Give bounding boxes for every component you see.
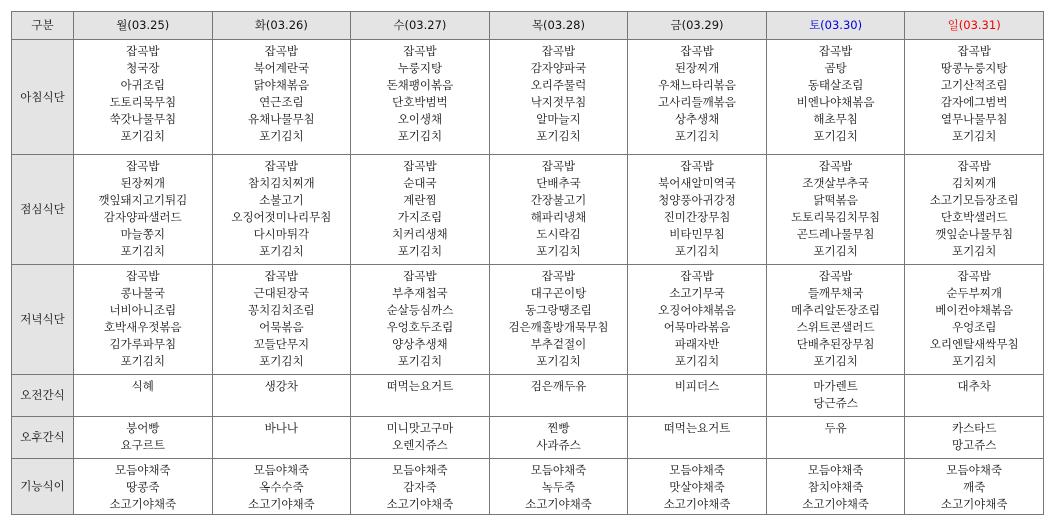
menu-item: 잡곡밥 bbox=[264, 269, 298, 283]
menu-item: 오리주물럭 bbox=[530, 78, 587, 92]
menu-item: 포기김치 bbox=[536, 244, 581, 258]
day-header-sun: 일(03.31) bbox=[905, 12, 1044, 40]
meal-cell-mon bbox=[74, 417, 213, 459]
menu-item: 도시락김 bbox=[536, 227, 581, 241]
menu-item: 포기김치 bbox=[813, 244, 858, 258]
day-header-thu: 목(03.28) bbox=[489, 12, 628, 40]
menu-item: 포기김치 bbox=[951, 244, 997, 258]
menu-item: 포기김치 bbox=[397, 129, 443, 143]
meal-cell-wed bbox=[351, 459, 490, 515]
meal-cell-fri bbox=[628, 459, 767, 515]
meal-cell-sun bbox=[905, 265, 1044, 375]
meal-cell-wed bbox=[351, 417, 490, 459]
menu-item: 감자에그범벅 bbox=[940, 95, 1008, 109]
meal-cell-sat bbox=[766, 417, 905, 459]
menu-item: 비타민무침 bbox=[669, 227, 725, 241]
menu-item: 단배추국 bbox=[536, 176, 581, 190]
menu-item: 모듬야채죽 bbox=[253, 463, 310, 477]
menu-item: 잡곡밥 bbox=[957, 159, 991, 173]
menu-item: 소불고기 bbox=[259, 193, 304, 207]
menu-item: 쑥갓나물무침 bbox=[109, 112, 177, 126]
menu-item: 소고기야채죽 bbox=[802, 497, 869, 511]
menu-item: 검은깨두유 bbox=[530, 379, 587, 393]
meal-cell-fri bbox=[628, 417, 767, 459]
meal-row bbox=[12, 40, 1044, 155]
menu-item: 모듬야채죽 bbox=[115, 463, 171, 477]
category-header: 구분 bbox=[12, 12, 74, 40]
meal-row bbox=[12, 417, 1044, 459]
menu-item: 붕어빵 bbox=[126, 421, 160, 435]
meal-cell-sun bbox=[905, 417, 1044, 459]
menu-item: 고사리들깨볶음 bbox=[658, 95, 736, 109]
menu-item: 포기김치 bbox=[120, 129, 165, 143]
menu-item: 비엔나야채볶음 bbox=[796, 95, 875, 109]
menu-item: 바나나 bbox=[264, 421, 298, 435]
menu-item: 다시마튀각 bbox=[253, 227, 310, 241]
menu-item: 모듬야채죽 bbox=[669, 463, 725, 477]
menu-item: 잡곡밥 bbox=[264, 44, 298, 58]
menu-item: 근대된장국 bbox=[253, 286, 310, 300]
meal-cell-thu bbox=[489, 40, 628, 155]
menu-item: 잡곡밥 bbox=[126, 44, 160, 58]
meal-row-label: 오전간식 bbox=[12, 375, 74, 417]
menu-item: 잡곡밥 bbox=[680, 44, 714, 58]
menu-item: 도토리묵김치무침 bbox=[791, 210, 881, 224]
menu-item: 조갯살부추국 bbox=[802, 176, 869, 190]
menu-item: 모듬야채죽 bbox=[946, 463, 1002, 477]
menu-item: 포기김치 bbox=[259, 354, 304, 368]
menu-item: 포기김치 bbox=[397, 244, 443, 258]
menu-item: 포기김치 bbox=[120, 244, 165, 258]
meal-cell-thu bbox=[489, 375, 628, 417]
menu-item: 포기김치 bbox=[397, 354, 443, 368]
menu-item: 김가루파무침 bbox=[109, 337, 177, 351]
day-header-tue: 화(03.26) bbox=[212, 12, 351, 40]
menu-item: 해파리냉채 bbox=[530, 210, 587, 224]
meal-row bbox=[12, 155, 1044, 265]
menu-item: 열무나물무침 bbox=[940, 112, 1008, 126]
menu-item: 된장찌개 bbox=[674, 61, 720, 75]
menu-item: 감자양파국 bbox=[530, 61, 587, 75]
menu-item: 부추재첩국 bbox=[392, 286, 448, 300]
menu-item: 포기김치 bbox=[536, 354, 581, 368]
menu-item: 잡곡밥 bbox=[957, 44, 991, 58]
menu-item: 깻잎돼지고기튀김 bbox=[98, 193, 188, 207]
menu-item: 옥수수죽 bbox=[259, 480, 304, 494]
menu-item: 미니맛고구마 bbox=[386, 421, 454, 435]
menu-item: 참치야채죽 bbox=[807, 480, 864, 494]
menu-item: 가지조림 bbox=[397, 210, 443, 224]
menu-item: 참치김치찌개 bbox=[248, 176, 315, 190]
menu-item: 호박새우젓볶음 bbox=[103, 320, 182, 334]
day-header-wed: 수(03.27) bbox=[351, 12, 490, 40]
menu-item: 도토리묵무침 bbox=[109, 95, 177, 109]
menu-item: 오리엔탈새싹무침 bbox=[929, 337, 1019, 351]
menu-item: 소고기무국 bbox=[669, 286, 725, 300]
meal-cell-wed bbox=[351, 265, 490, 375]
menu-item: 양상추생채 bbox=[392, 337, 448, 351]
menu-item: 어묵볶음 bbox=[259, 320, 304, 334]
menu-item: 포기김치 bbox=[951, 354, 997, 368]
menu-item: 땅콩죽 bbox=[126, 480, 160, 494]
meal-row-label: 아침식단 bbox=[12, 40, 74, 155]
menu-item: 녹두죽 bbox=[541, 480, 576, 494]
menu-item: 잡곡밥 bbox=[541, 159, 576, 173]
menu-item: 땅콩누룽지탕 bbox=[940, 61, 1008, 75]
menu-item: 포기김치 bbox=[813, 129, 858, 143]
menu-item: 우엉호두조림 bbox=[386, 320, 454, 334]
menu-item: 소고기야채죽 bbox=[525, 497, 592, 511]
meal-row-label: 저녁식단 bbox=[12, 265, 74, 375]
meal-cell-thu bbox=[489, 417, 628, 459]
menu-item: 마늘쫑지 bbox=[120, 227, 165, 241]
meal-cell-tue bbox=[212, 375, 351, 417]
menu-item: 너비아니조림 bbox=[109, 303, 177, 317]
menu-item: 포기김치 bbox=[951, 129, 997, 143]
menu-item: 소고기야채죽 bbox=[248, 497, 315, 511]
menu-item: 비피더스 bbox=[674, 379, 720, 393]
menu-item: 메추리알돈장조림 bbox=[791, 303, 881, 317]
menu-item: 요구르트 bbox=[120, 438, 165, 452]
menu-item: 잡곡밥 bbox=[680, 159, 714, 173]
menu-item: 알마늘지 bbox=[536, 112, 581, 126]
menu-item: 감자양파샐러드 bbox=[103, 210, 182, 224]
menu-item: 생강차 bbox=[264, 379, 298, 393]
menu-item: 돈채팽이볶음 bbox=[386, 78, 454, 92]
menu-item: 깻잎순나물무침 bbox=[935, 227, 1014, 241]
menu-item: 사과쥬스 bbox=[536, 438, 581, 452]
menu-item: 닭떡볶음 bbox=[813, 193, 858, 207]
menu-item: 포기김치 bbox=[259, 129, 304, 143]
menu-item: 두유 bbox=[824, 421, 847, 435]
menu-item: 잡곡밥 bbox=[818, 269, 853, 283]
menu-item: 포기김치 bbox=[674, 129, 720, 143]
menu-item: 찐빵 bbox=[547, 421, 570, 435]
day-header-mon: 월(03.25) bbox=[74, 12, 213, 40]
menu-item: 모듬야채죽 bbox=[530, 463, 587, 477]
menu-item: 포기김치 bbox=[674, 354, 720, 368]
menu-item: 대추차 bbox=[957, 379, 991, 393]
menu-item: 파래자반 bbox=[674, 337, 720, 351]
meal-cell-sun bbox=[905, 459, 1044, 515]
menu-item: 잡곡밥 bbox=[264, 159, 298, 173]
menu-item: 잡곡밥 bbox=[126, 159, 160, 173]
menu-item: 닭야채볶음 bbox=[253, 78, 310, 92]
menu-item: 깨죽 bbox=[963, 480, 986, 494]
meal-table-body bbox=[12, 40, 1044, 515]
meal-cell-mon bbox=[74, 375, 213, 417]
menu-item: 김치찌개 bbox=[951, 176, 997, 190]
menu-item: 청양풍아귀강정 bbox=[658, 193, 736, 207]
menu-item: 모듬야채죽 bbox=[807, 463, 864, 477]
meal-cell-mon bbox=[74, 265, 213, 375]
menu-item: 소고기야채죽 bbox=[386, 497, 454, 511]
menu-item: 잡곡밥 bbox=[403, 269, 437, 283]
menu-item: 오징어젓미나리무침 bbox=[231, 210, 332, 224]
menu-item: 소고기야채죽 bbox=[109, 497, 177, 511]
meal-cell-mon bbox=[74, 459, 213, 515]
menu-item: 카스타드 bbox=[951, 421, 997, 435]
meal-cell-wed bbox=[351, 375, 490, 417]
menu-item: 맛살야채죽 bbox=[669, 480, 725, 494]
menu-item: 곤드레나물무침 bbox=[796, 227, 875, 241]
menu-item: 동그랑땡조림 bbox=[525, 303, 592, 317]
menu-item: 떠먹는요거트 bbox=[386, 379, 454, 393]
meal-cell-sat bbox=[766, 40, 905, 155]
menu-item: 고기산적조림 bbox=[940, 78, 1008, 92]
menu-item: 소고기모듬장조림 bbox=[929, 193, 1019, 207]
menu-item: 곰탕 bbox=[824, 61, 847, 75]
menu-item: 부추겉절이 bbox=[530, 337, 587, 351]
meal-cell-sat bbox=[766, 375, 905, 417]
meal-cell-fri bbox=[628, 375, 767, 417]
menu-item: 포기김치 bbox=[813, 354, 858, 368]
menu-item: 잡곡밥 bbox=[126, 269, 160, 283]
meal-cell-mon bbox=[74, 155, 213, 265]
meal-cell-fri bbox=[628, 265, 767, 375]
meal-cell-sat bbox=[766, 265, 905, 375]
menu-item: 순살등심까스 bbox=[386, 303, 454, 317]
menu-item: 꼬들단무지 bbox=[253, 337, 310, 351]
menu-item: 꽁치김치조림 bbox=[248, 303, 315, 317]
menu-item: 잡곡밥 bbox=[818, 44, 853, 58]
meal-cell-fri bbox=[628, 40, 767, 155]
menu-item: 소고기야채죽 bbox=[940, 497, 1008, 511]
meal-cell-wed bbox=[351, 40, 490, 155]
menu-item: 잡곡밥 bbox=[680, 269, 714, 283]
meal-row-label: 점심식단 bbox=[12, 155, 74, 265]
meal-row bbox=[12, 375, 1044, 417]
menu-item: 망고쥬스 bbox=[951, 438, 997, 452]
menu-item: 순두부찌개 bbox=[946, 286, 1002, 300]
meal-cell-sun bbox=[905, 375, 1044, 417]
menu-item: 잡곡밥 bbox=[818, 159, 853, 173]
menu-item: 해초무침 bbox=[813, 112, 858, 126]
meal-cell-thu bbox=[489, 459, 628, 515]
menu-item: 우엉조림 bbox=[951, 320, 997, 334]
meal-cell-fri bbox=[628, 155, 767, 265]
meal-cell-thu bbox=[489, 265, 628, 375]
menu-item: 유채나물무침 bbox=[248, 112, 315, 126]
menu-item: 포기김치 bbox=[674, 244, 720, 258]
menu-item: 북어새알미역국 bbox=[658, 176, 736, 190]
meal-row-label: 오후간식 bbox=[12, 417, 74, 459]
meal-cell-mon bbox=[74, 40, 213, 155]
meal-cell-tue bbox=[212, 155, 351, 265]
meal-cell-tue bbox=[212, 265, 351, 375]
menu-item: 모듬야채죽 bbox=[392, 463, 448, 477]
menu-item: 청국장 bbox=[126, 61, 160, 75]
header-row bbox=[12, 12, 1044, 40]
menu-item: 베이컨야채볶음 bbox=[935, 303, 1014, 317]
menu-item: 상추생채 bbox=[674, 112, 720, 126]
menu-item: 콩나물국 bbox=[120, 286, 165, 300]
menu-item: 연근조림 bbox=[259, 95, 304, 109]
menu-item: 북어계란국 bbox=[253, 61, 310, 75]
menu-item: 단호박샐러드 bbox=[940, 210, 1008, 224]
meal-cell-tue bbox=[212, 417, 351, 459]
menu-item: 단호박범벅 bbox=[392, 95, 448, 109]
menu-item: 소고기야채죽 bbox=[663, 497, 731, 511]
menu-item: 된장찌개 bbox=[120, 176, 165, 190]
day-header-sat: 토(03.30) bbox=[766, 12, 905, 40]
meal-cell-sun bbox=[905, 40, 1044, 155]
meal-row-label: 기능식이 bbox=[12, 459, 74, 515]
menu-item: 포기김치 bbox=[259, 244, 304, 258]
menu-item: 오렌지쥬스 bbox=[392, 438, 448, 452]
menu-item: 우채느타리볶음 bbox=[658, 78, 736, 92]
menu-item: 마가렌트 bbox=[813, 379, 858, 393]
meal-cell-tue bbox=[212, 40, 351, 155]
menu-item: 포기김치 bbox=[536, 129, 581, 143]
menu-item: 스위트콘샐러드 bbox=[796, 320, 875, 334]
meal-cell-tue bbox=[212, 459, 351, 515]
meal-cell-sun bbox=[905, 155, 1044, 265]
meal-cell-sat bbox=[766, 459, 905, 515]
menu-item: 감자죽 bbox=[403, 480, 437, 494]
menu-item: 잡곡밥 bbox=[957, 269, 991, 283]
menu-item: 진미간장무침 bbox=[663, 210, 731, 224]
menu-item: 오이생채 bbox=[397, 112, 443, 126]
day-header-fri: 금(03.29) bbox=[628, 12, 767, 40]
weekly-meal-table bbox=[11, 11, 1044, 515]
menu-item: 단배추된장무침 bbox=[796, 337, 875, 351]
menu-item: 아귀조림 bbox=[120, 78, 165, 92]
menu-item: 당근쥬스 bbox=[813, 396, 858, 410]
menu-item: 누룽지탕 bbox=[397, 61, 443, 75]
menu-item: 어묵마라볶음 bbox=[663, 320, 731, 334]
meal-cell-wed bbox=[351, 155, 490, 265]
meal-row bbox=[12, 459, 1044, 515]
menu-item: 간장불고기 bbox=[530, 193, 587, 207]
menu-item: 오징어야채볶음 bbox=[658, 303, 736, 317]
menu-item: 잡곡밥 bbox=[541, 269, 576, 283]
menu-item: 들깨무채국 bbox=[807, 286, 864, 300]
menu-item: 식혜 bbox=[131, 379, 154, 393]
meal-cell-thu bbox=[489, 155, 628, 265]
menu-item: 낙지젓무침 bbox=[530, 95, 587, 109]
menu-item: 대구곤이탕 bbox=[530, 286, 587, 300]
menu-item: 치커리생채 bbox=[392, 227, 448, 241]
menu-item: 검은깨홀방개묵무침 bbox=[508, 320, 609, 334]
meal-row bbox=[12, 265, 1044, 375]
menu-item: 잡곡밥 bbox=[541, 44, 576, 58]
meal-cell-sat bbox=[766, 155, 905, 265]
menu-item: 잡곡밥 bbox=[403, 159, 437, 173]
menu-item: 순대국 bbox=[403, 176, 437, 190]
menu-item: 잡곡밥 bbox=[403, 44, 437, 58]
menu-item: 동태살조림 bbox=[807, 78, 864, 92]
menu-item: 떠먹는요거트 bbox=[663, 421, 731, 435]
menu-item: 포기김치 bbox=[120, 354, 165, 368]
menu-item: 계란찜 bbox=[403, 193, 437, 207]
